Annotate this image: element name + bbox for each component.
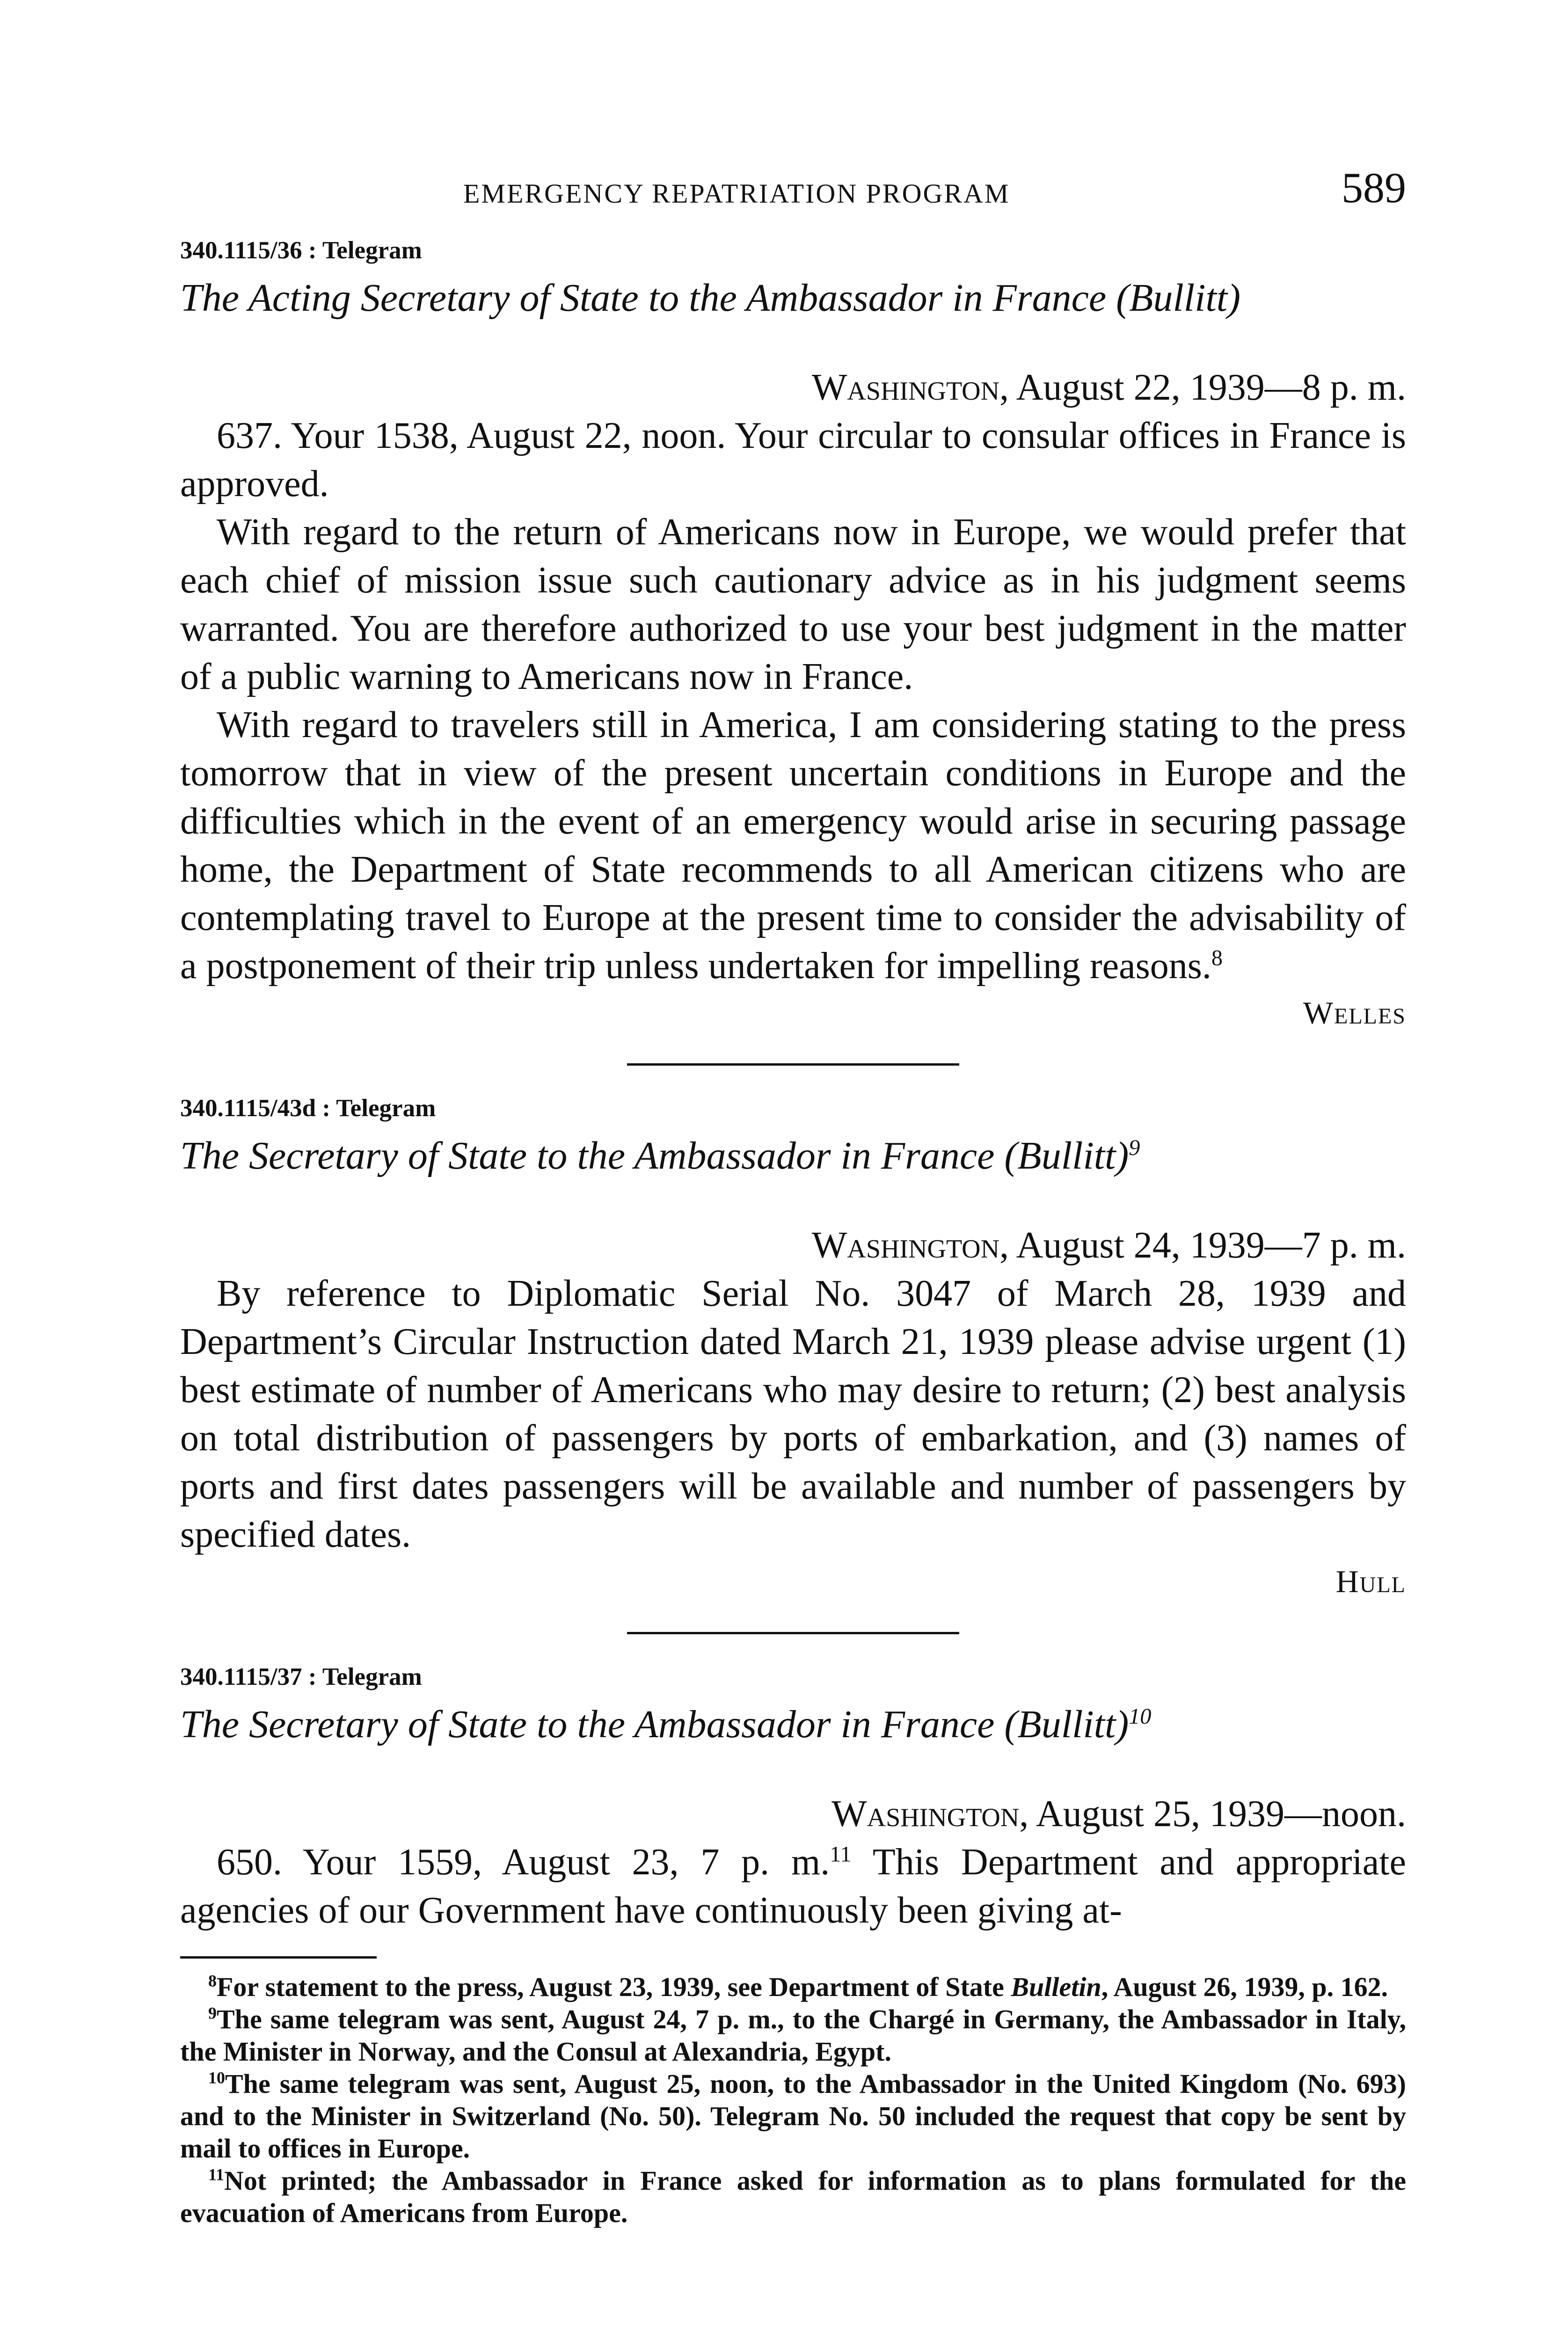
running-head: EMERGENCY REPATRIATION PROGRAM xyxy=(463,178,1010,209)
doc-title xyxy=(180,1699,1406,1750)
footnote-ref: 11 xyxy=(830,1842,852,1867)
signature: Hull xyxy=(1335,1564,1406,1599)
footnote-text: The same telegram was sent, August 24, 7 p. m., to the Chargé in Germany, the Ambassador in Italy, the Minister in Norway, and the Consul at Alexandria, Egypt. xyxy=(180,2004,1406,2067)
paragraph: 637. Your 1538, August 22, noon. Your circular to consular offices in France is approved. xyxy=(180,415,1406,505)
paragraph xyxy=(180,1838,1406,1935)
dateline-place: Washington xyxy=(831,1793,1020,1835)
dateline-place: Washington xyxy=(811,367,1000,408)
telegram-body xyxy=(180,1270,1406,1559)
footnote-text: Not printed; the Ambassador in France asked for information as to plans formulated for the evacuation of Americans from Europe. xyxy=(180,2165,1406,2228)
doc-title xyxy=(180,1130,1406,1182)
telegram-body xyxy=(180,412,1406,990)
footnote-number: 9 xyxy=(208,2004,217,2023)
footnote xyxy=(180,1971,1406,2003)
dateline-place: Washington xyxy=(811,1225,1000,1266)
doc-title-text: The Secretary of State to the Ambassador in France (Bullitt) xyxy=(180,1703,1129,1746)
footnote-ref: 8 xyxy=(1211,945,1223,971)
paragraph-text: 650. Your 1559, August 23, 7 p. m. xyxy=(217,1842,830,1883)
footnote-number: 11 xyxy=(208,2165,225,2184)
footnotes xyxy=(180,1971,1406,2229)
page-number: 589 xyxy=(1342,164,1406,212)
dateline-date: , August 25, 1939—noon. xyxy=(1019,1793,1406,1835)
paragraph xyxy=(180,701,1406,990)
section-divider xyxy=(627,1063,959,1066)
doc-title-text: The Secretary of State to the Ambassador in France (Bullitt) xyxy=(180,1134,1129,1177)
dateline xyxy=(180,363,1406,412)
footnote-text: , August 26, 1939, p. 162. xyxy=(1101,1972,1388,2002)
footnote-ref: 10 xyxy=(1129,1704,1152,1729)
paragraph-text: This Department and appropriate agencies of our Government have continuously been giving at- xyxy=(180,1842,1406,1931)
footnote xyxy=(180,2003,1406,2068)
footnote-text: The same telegram was sent, August 25, noon, to the Ambassador in the United Kingdom (No. 693) and to the Minister in Switzerland (No. 50). Telegram No. 50 included the request that copy be sent by mail to offices in Europe. xyxy=(180,2069,1406,2164)
footnote-divider xyxy=(180,1956,377,1959)
paragraph: By reference to Diplomatic Serial No. 3047 of March 28, 1939 and Department’s Circular Instruction dated March 21, 1939 please advise urgent (1) best estimate of number of Americans who may desire to return; (2) best analysis on total distribution of passengers by ports of embarkation, and (3) names of ports and first dates passengers will be available and number of passengers by specified dates. xyxy=(180,1273,1406,1555)
footnote-italic-text: Bulletin xyxy=(1011,1972,1101,2002)
dateline xyxy=(180,1790,1406,1838)
footnote-ref: 9 xyxy=(1129,1135,1140,1160)
document-3 xyxy=(180,1660,1406,1935)
doc-id: 340.1115/43d : Telegram xyxy=(180,1095,436,1122)
page-header xyxy=(180,164,1406,234)
document-1 xyxy=(180,234,1406,1035)
footnote xyxy=(180,2068,1406,2164)
signature: Welles xyxy=(1303,995,1406,1031)
document-2 xyxy=(180,1092,1406,1604)
footnote xyxy=(180,2164,1406,2229)
footnote-number: 10 xyxy=(208,2068,225,2087)
doc-title: The Acting Secretary of State to the Ambassador in France (Bullitt) xyxy=(180,276,1241,320)
telegram-body xyxy=(180,1838,1406,1935)
dateline-date: , August 22, 1939—8 p. m. xyxy=(999,367,1406,408)
paragraph: With regard to the return of Americans now in Europe, we would prefer that each chief of mission issue such cautionary advice as in his judgment seems warranted. You are therefore authorized to use your best judgment in the matter of a public warning to Americans now in France. xyxy=(180,512,1406,697)
paragraph-text: With regard to travelers still in America, I am considering stating to the press tomorrow that in view of the present uncertain conditions in Europe and the difficulties which in the event of an emergency would arise in securing passage home, the Department of State recommends to all American citizens who are contemplating travel to Europe at the present time to consider the advisability of a postponement of their trip unless undertaken for impelling reasons. xyxy=(180,704,1406,987)
footnote-text: For statement to the press, August 23, 1939, see Department of State xyxy=(217,1972,1011,2002)
footnote-number: 8 xyxy=(208,1971,217,1990)
doc-id: 340.1115/36 : Telegram xyxy=(180,237,422,264)
page xyxy=(180,164,1406,2229)
dateline-date: , August 24, 1939—7 p. m. xyxy=(999,1225,1406,1266)
section-divider xyxy=(627,1632,959,1634)
doc-id: 340.1115/37 : Telegram xyxy=(180,1663,422,1690)
dateline xyxy=(180,1221,1406,1270)
